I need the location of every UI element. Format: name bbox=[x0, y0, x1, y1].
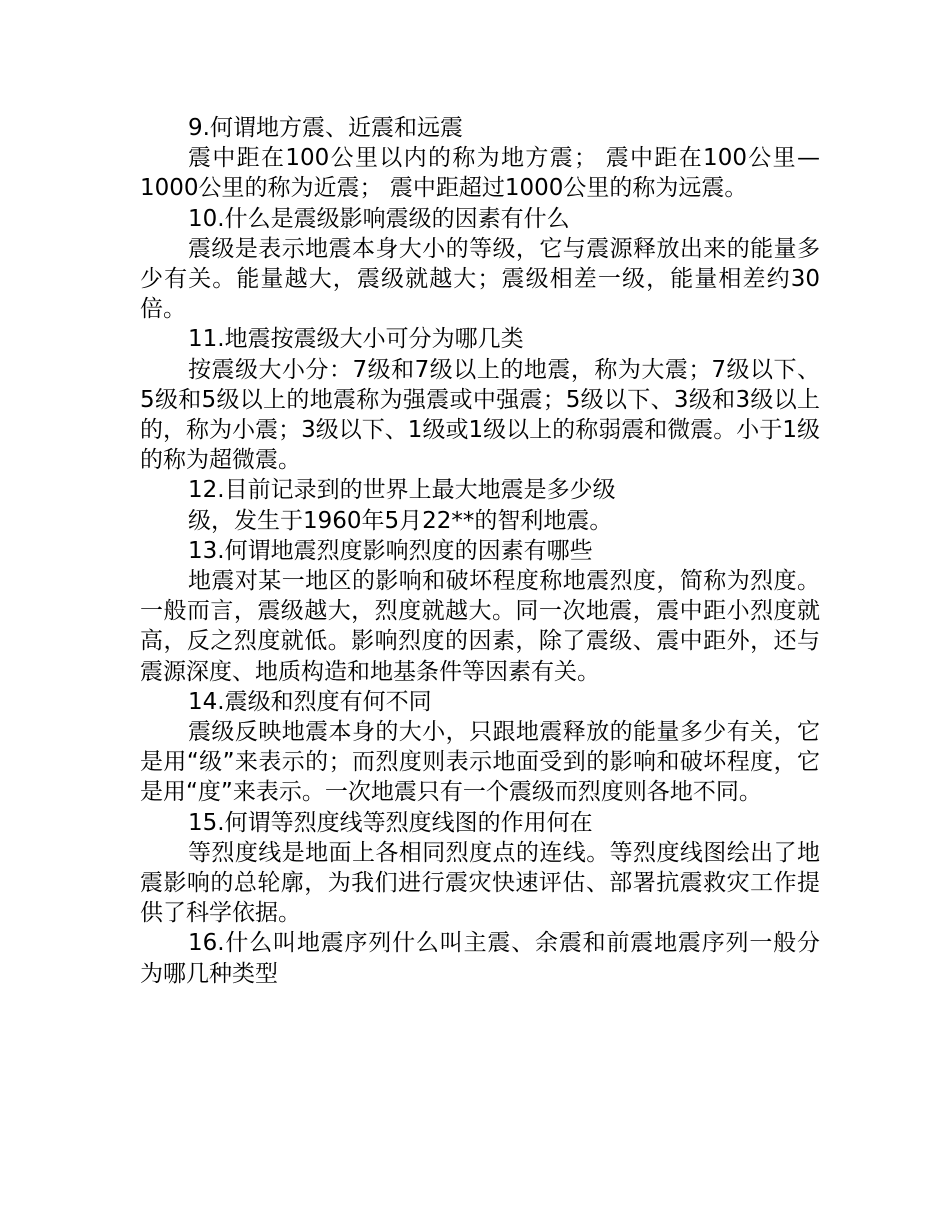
question-heading: 11.地震按震级大小可分为哪几类 bbox=[188, 326, 524, 353]
answer-paragraph: 等烈度线是地面上各相同烈度点的连线。等烈度线图绘出了地震影响的总轮廓，为我们进行震灾快速评估、部署抗震救灾工作提供了科学依据。 bbox=[140, 839, 820, 927]
answer-paragraph: 震级反映地震本身的大小，只跟地震释放的能量多少有关，它是用“级”来表示的；而烈度则表示地面受到的影响和破坏程度，它是用“度”来表示。一次地震只有一个震级而烈度则各地不同。 bbox=[140, 719, 820, 806]
question-heading: 10.什么是震级影响震级的因素有什么 bbox=[188, 205, 570, 232]
question-heading: 16.什么叫地震序列什么叫主震、余震和前震地震序列一般分为哪几种类型 bbox=[140, 930, 820, 987]
answer-paragraph: 地震对某一地区的影响和破坏程度称地震烈度，简称为烈度。一般而言，震级越大，烈度就越大。同一次地震，震中距小烈度就高，反之烈度就低。影响烈度的因素，除了震级、震中距外，还与震源深度、地质构造和地基条件等因素有关。 bbox=[140, 568, 820, 685]
document-body bbox=[140, 113, 820, 989]
question-heading: 12.目前记录到的世界上最大地震是多少级 bbox=[188, 477, 616, 504]
answer-paragraph: 震中距在100公里以内的称为地方震； 震中距在100公里—1000公里的称为近震； 震中距超过1000公里的称为远震。 bbox=[140, 145, 820, 202]
question-heading: 15.何谓等烈度线等烈度线图的作用何在 bbox=[188, 809, 593, 836]
question-heading: 13.何谓地震烈度影响烈度的因素有哪些 bbox=[188, 537, 593, 564]
answer-paragraph: 按震级大小分：7级和7级以上的地震，称为大震；7级以下、5级和5级以上的地震称为强震或中强震；5级以下、3级和3级以上的，称为小震；3级以下、1级或1级以上的称弱震和微震。小于1级的称为超微震。 bbox=[140, 356, 820, 474]
answer-paragraph: 震级是表示地震本身大小的等级，它与震源释放出来的能量多少有关。能量越大，震级就越大；震级相差一级，能量相差约30倍。 bbox=[140, 235, 820, 323]
answer-paragraph: 级，发生于1960年5月22**的智利地震。 bbox=[188, 507, 613, 534]
question-heading: 14.震级和烈度有何不同 bbox=[188, 688, 432, 715]
question-heading: 9.何谓地方震、近震和远震 bbox=[188, 115, 463, 141]
